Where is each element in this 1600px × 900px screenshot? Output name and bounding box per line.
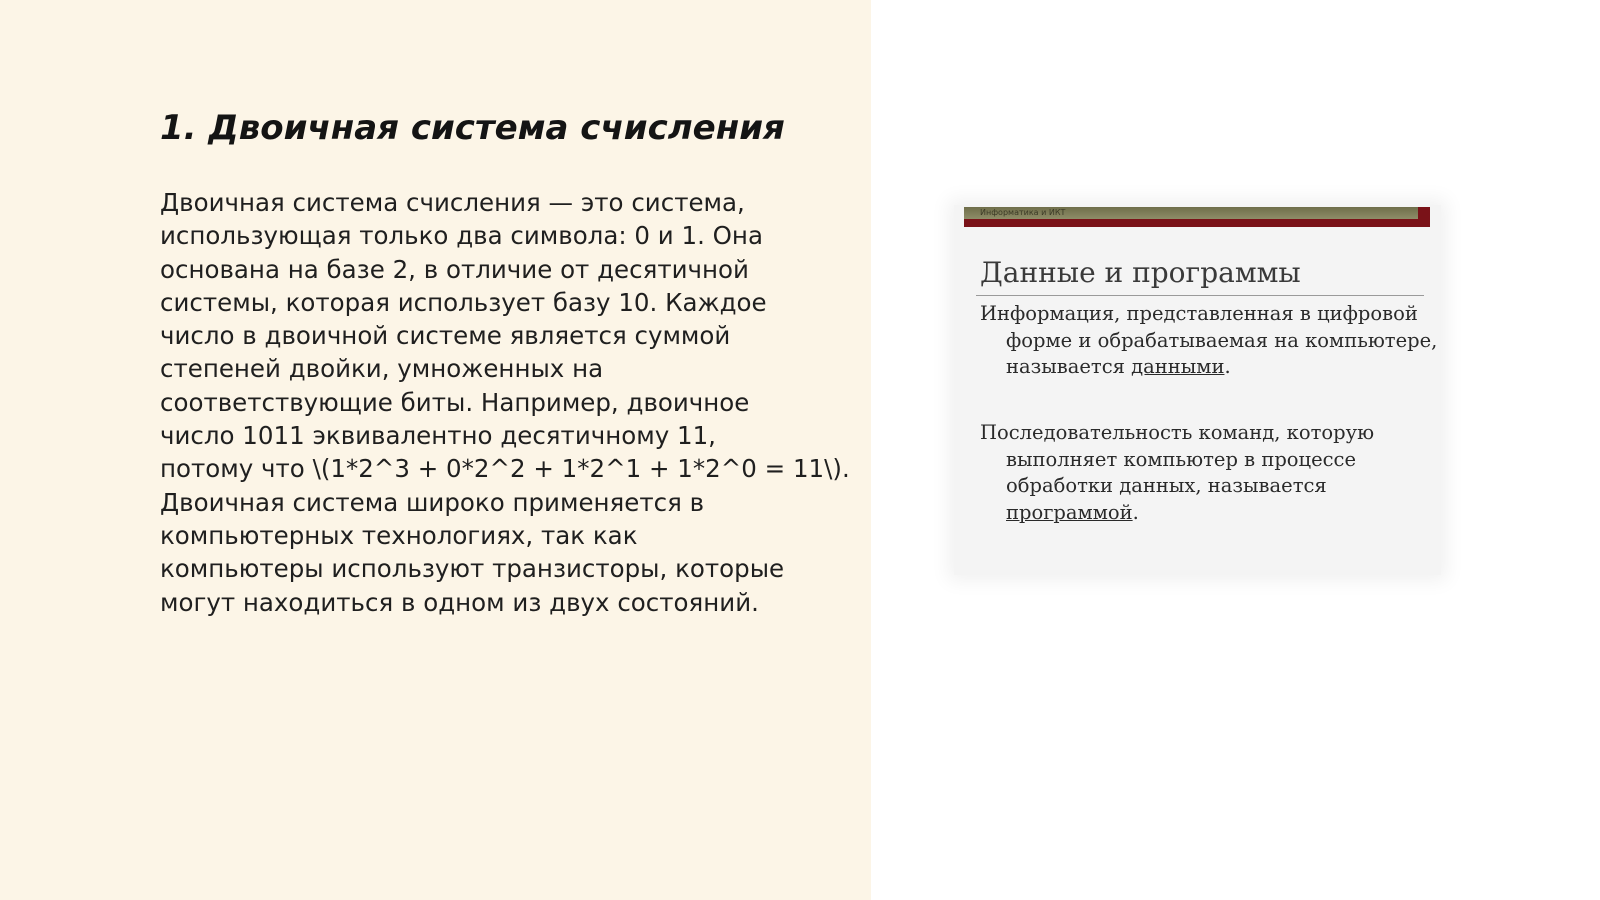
slide-line: обработки данных, называется xyxy=(1006,474,1327,497)
slide-paragraph-data xyxy=(980,301,1438,381)
slide-header-red-cap xyxy=(1418,207,1430,227)
body-line: компьютеры используют транзисторы, которые xyxy=(160,554,785,584)
body-line: системы, которая использует базу 10. Каждое xyxy=(160,287,767,317)
section-heading: 1. Двоичная система счисления xyxy=(160,108,785,148)
slide-paragraph-program xyxy=(980,420,1420,526)
body-line: степеней двойки, умноженных на xyxy=(160,354,604,384)
slide-line xyxy=(980,500,1420,527)
body-line: Двоичная система широко применяется в xyxy=(160,487,705,517)
slide-title: Данные и программы xyxy=(980,256,1301,289)
body-line: потому что \(1*2^3 + 0*2^2 + 1*2^1 + 1*2^0 = 11\). xyxy=(160,454,850,484)
body-line: Двоичная система счисления — это система, xyxy=(160,188,745,217)
body-line: основана на базе 2, в отличие от десятичной xyxy=(160,254,749,284)
slide-term-program: программой xyxy=(1006,500,1133,524)
slide-text: . xyxy=(1224,355,1231,378)
slide-line: выполняет компьютер в процессе xyxy=(1006,447,1357,471)
body-line: число 1011 эквивалентно десятичному 11, xyxy=(160,421,716,451)
body-line: использующая только два символа: 0 и 1. Она xyxy=(160,221,763,251)
body-line: могут находиться в одном из двух состояний. xyxy=(160,587,759,617)
slide-thumbnail xyxy=(954,205,1441,575)
slide-header-red-stripe xyxy=(964,219,1430,227)
slide-header-text: Информатика и ИКТ xyxy=(980,208,1066,217)
slide-line: форме и обрабатываемая на компьютере, xyxy=(1006,328,1438,352)
slide-text: . xyxy=(1132,500,1139,524)
body-line: компьютерных технологиях, так как xyxy=(160,520,638,550)
body-line: число в двоичной системе является суммой xyxy=(160,321,731,351)
body-line: соответствующие биты. Например, двоичное xyxy=(160,387,750,417)
slide-text: называется xyxy=(1006,355,1132,378)
slide-line xyxy=(980,354,1420,381)
slide-term-data: данными xyxy=(1131,355,1225,378)
body-paragraph xyxy=(160,186,850,619)
slide-header-bar xyxy=(964,207,1430,227)
slide-line: Последовательность команд, которую xyxy=(980,421,1375,444)
slide-title-divider xyxy=(976,295,1424,296)
slide-line: Информация, представленная в цифровой xyxy=(980,302,1418,325)
